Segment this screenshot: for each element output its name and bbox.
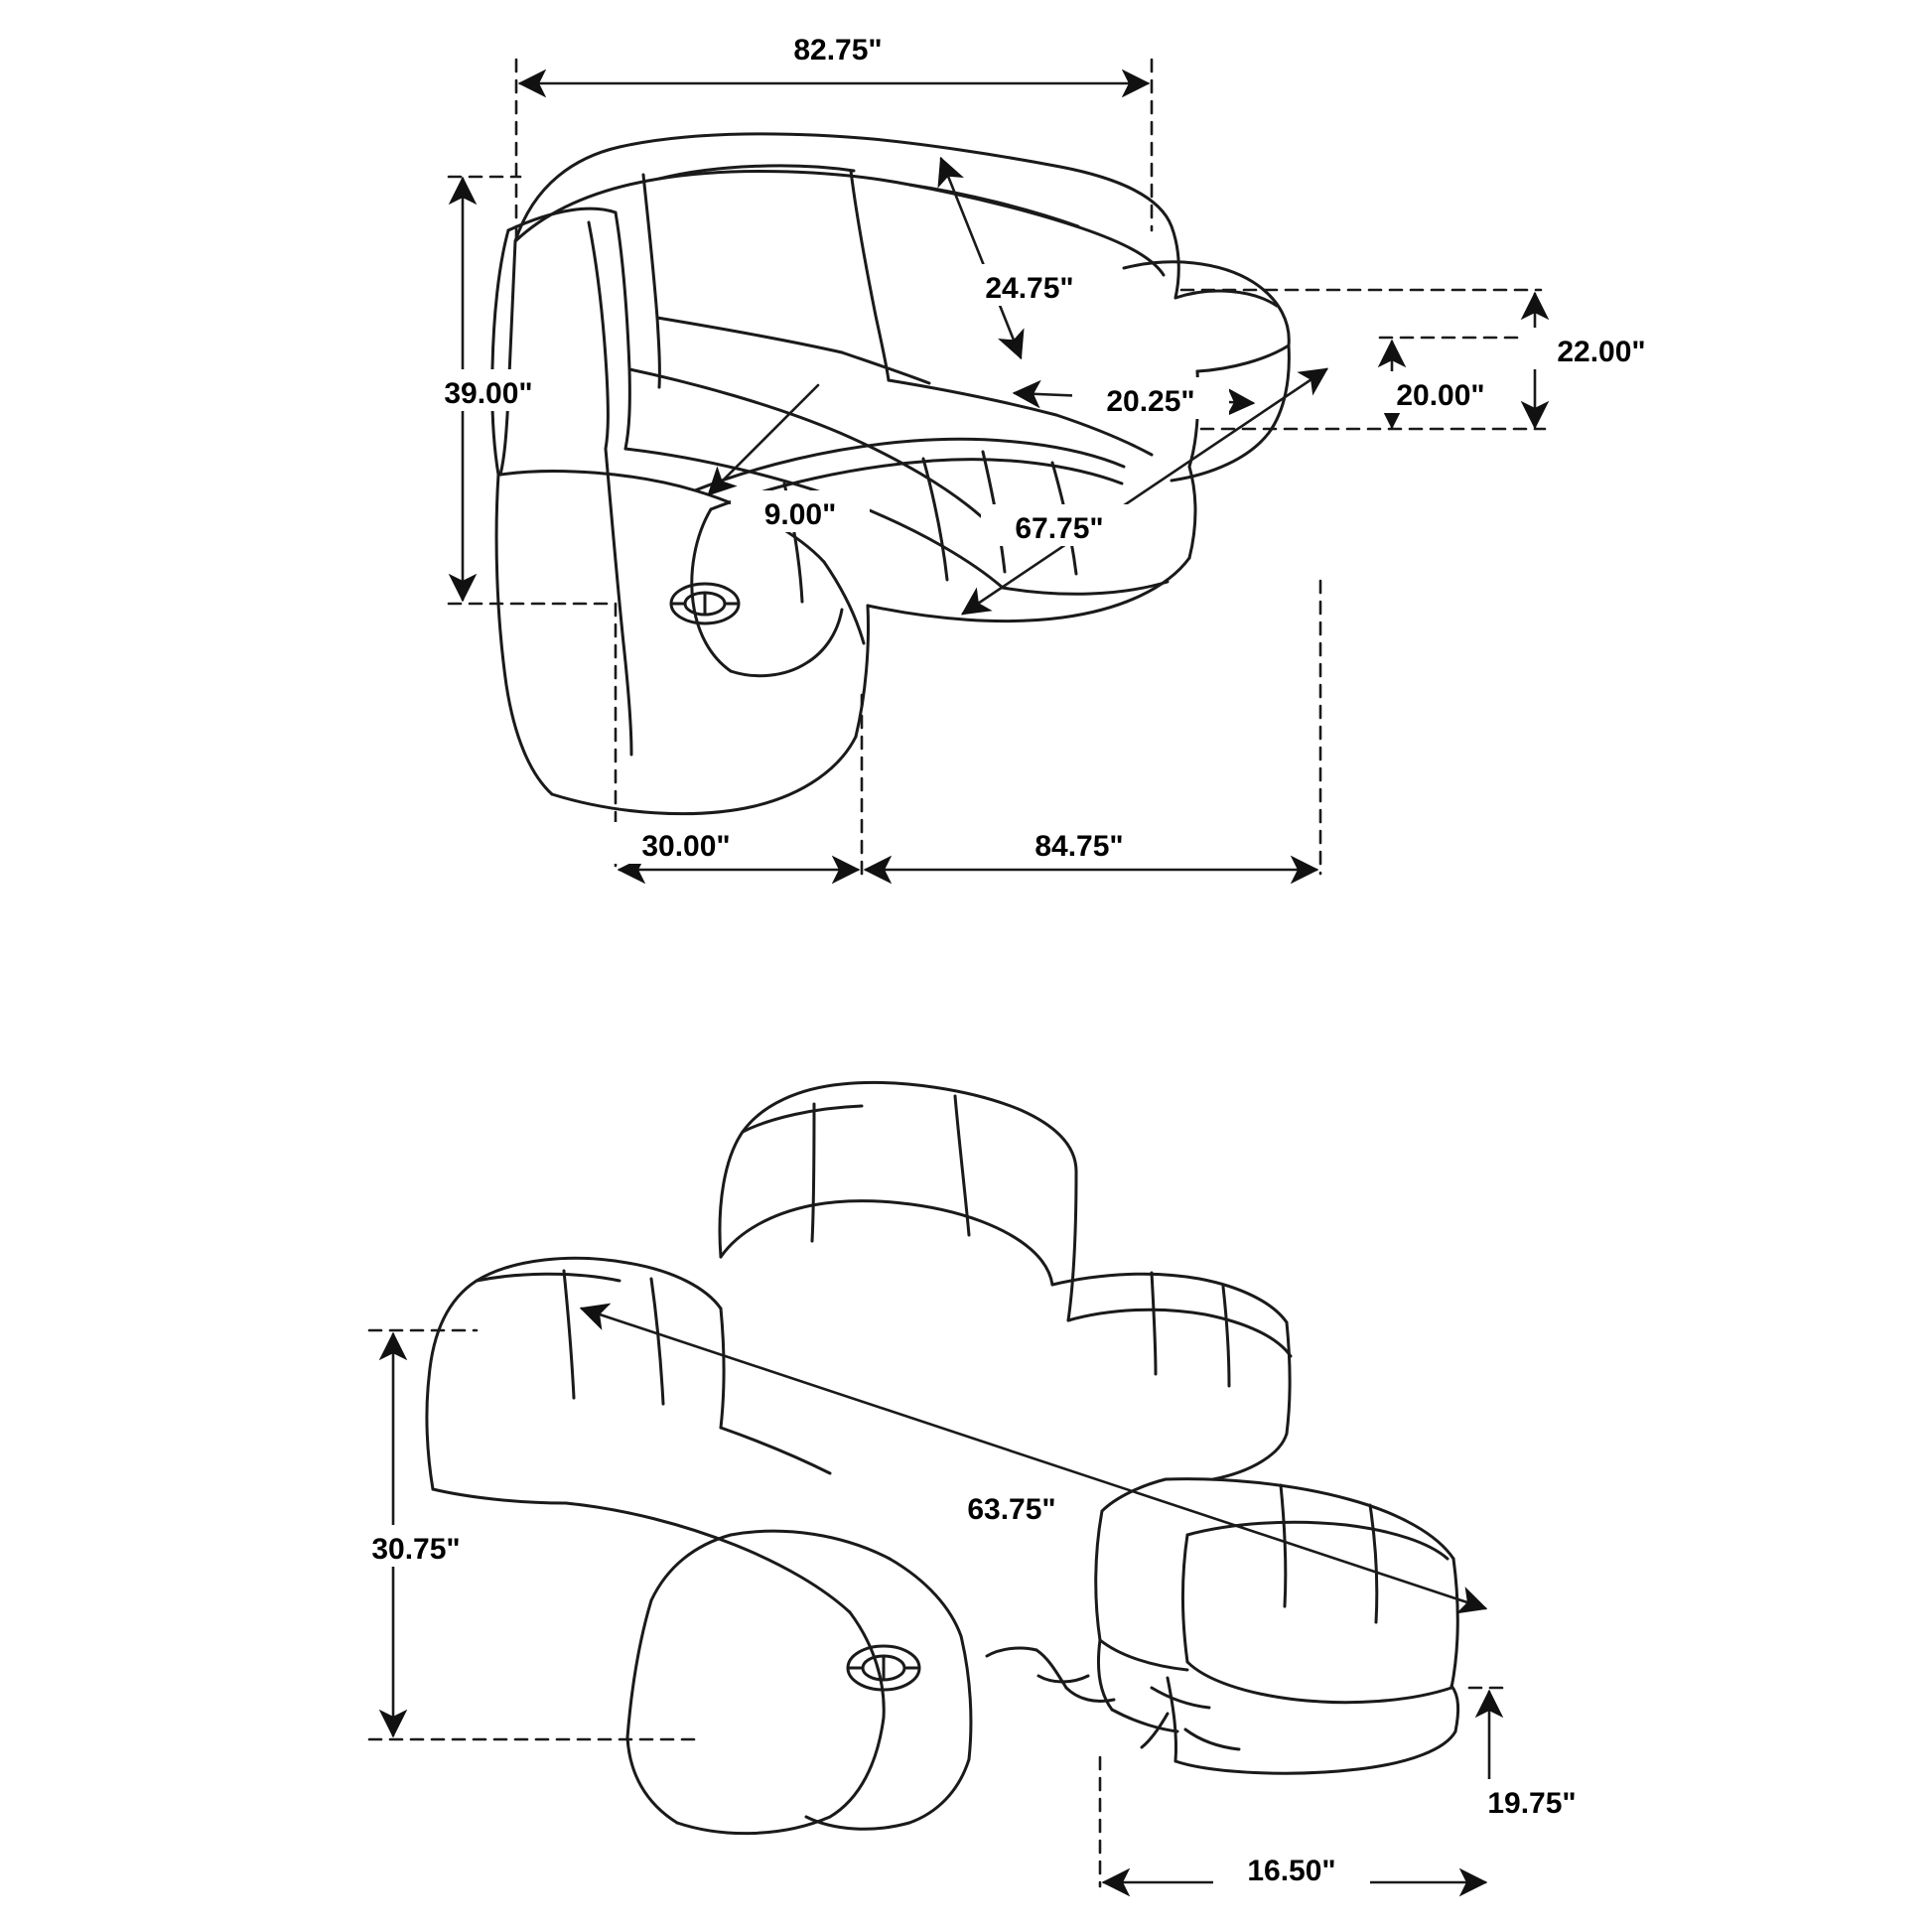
dim-arm-height-label: 22.00" bbox=[1557, 336, 1646, 368]
dimension-labels bbox=[338, 26, 1680, 1888]
dim-overall-width-label: 82.75" bbox=[793, 34, 883, 67]
dim-overall-depth-label: 84.75" bbox=[1035, 830, 1124, 863]
dim-arm-depth-label: 30.00" bbox=[641, 830, 731, 863]
dim-reclined-height-label: 30.75" bbox=[371, 1533, 461, 1566]
dim-footrest-height-label: 19.75" bbox=[1487, 1787, 1577, 1820]
dim-seat-depth-label: 20.25" bbox=[1106, 385, 1195, 418]
dim-seat-clearance-label: 9.00" bbox=[763, 498, 837, 531]
sofa-reclined-illustration bbox=[427, 1082, 1458, 1833]
upright-dimension-lines bbox=[449, 60, 1545, 874]
dim-reclined-length-label: 63.75" bbox=[967, 1493, 1056, 1526]
power-recline-button-icon-reclined bbox=[848, 1646, 919, 1690]
dim-seat-width-label: 67.75" bbox=[1015, 512, 1104, 545]
dim-footrest-extension-label: 16.50" bbox=[1247, 1855, 1336, 1887]
dim-seat-height-label: 20.00" bbox=[1396, 379, 1485, 412]
dim-back-height-label: 24.75" bbox=[985, 272, 1074, 305]
dim-overall-height-label: 39.00" bbox=[444, 377, 533, 410]
power-recline-button-icon bbox=[671, 584, 739, 623]
